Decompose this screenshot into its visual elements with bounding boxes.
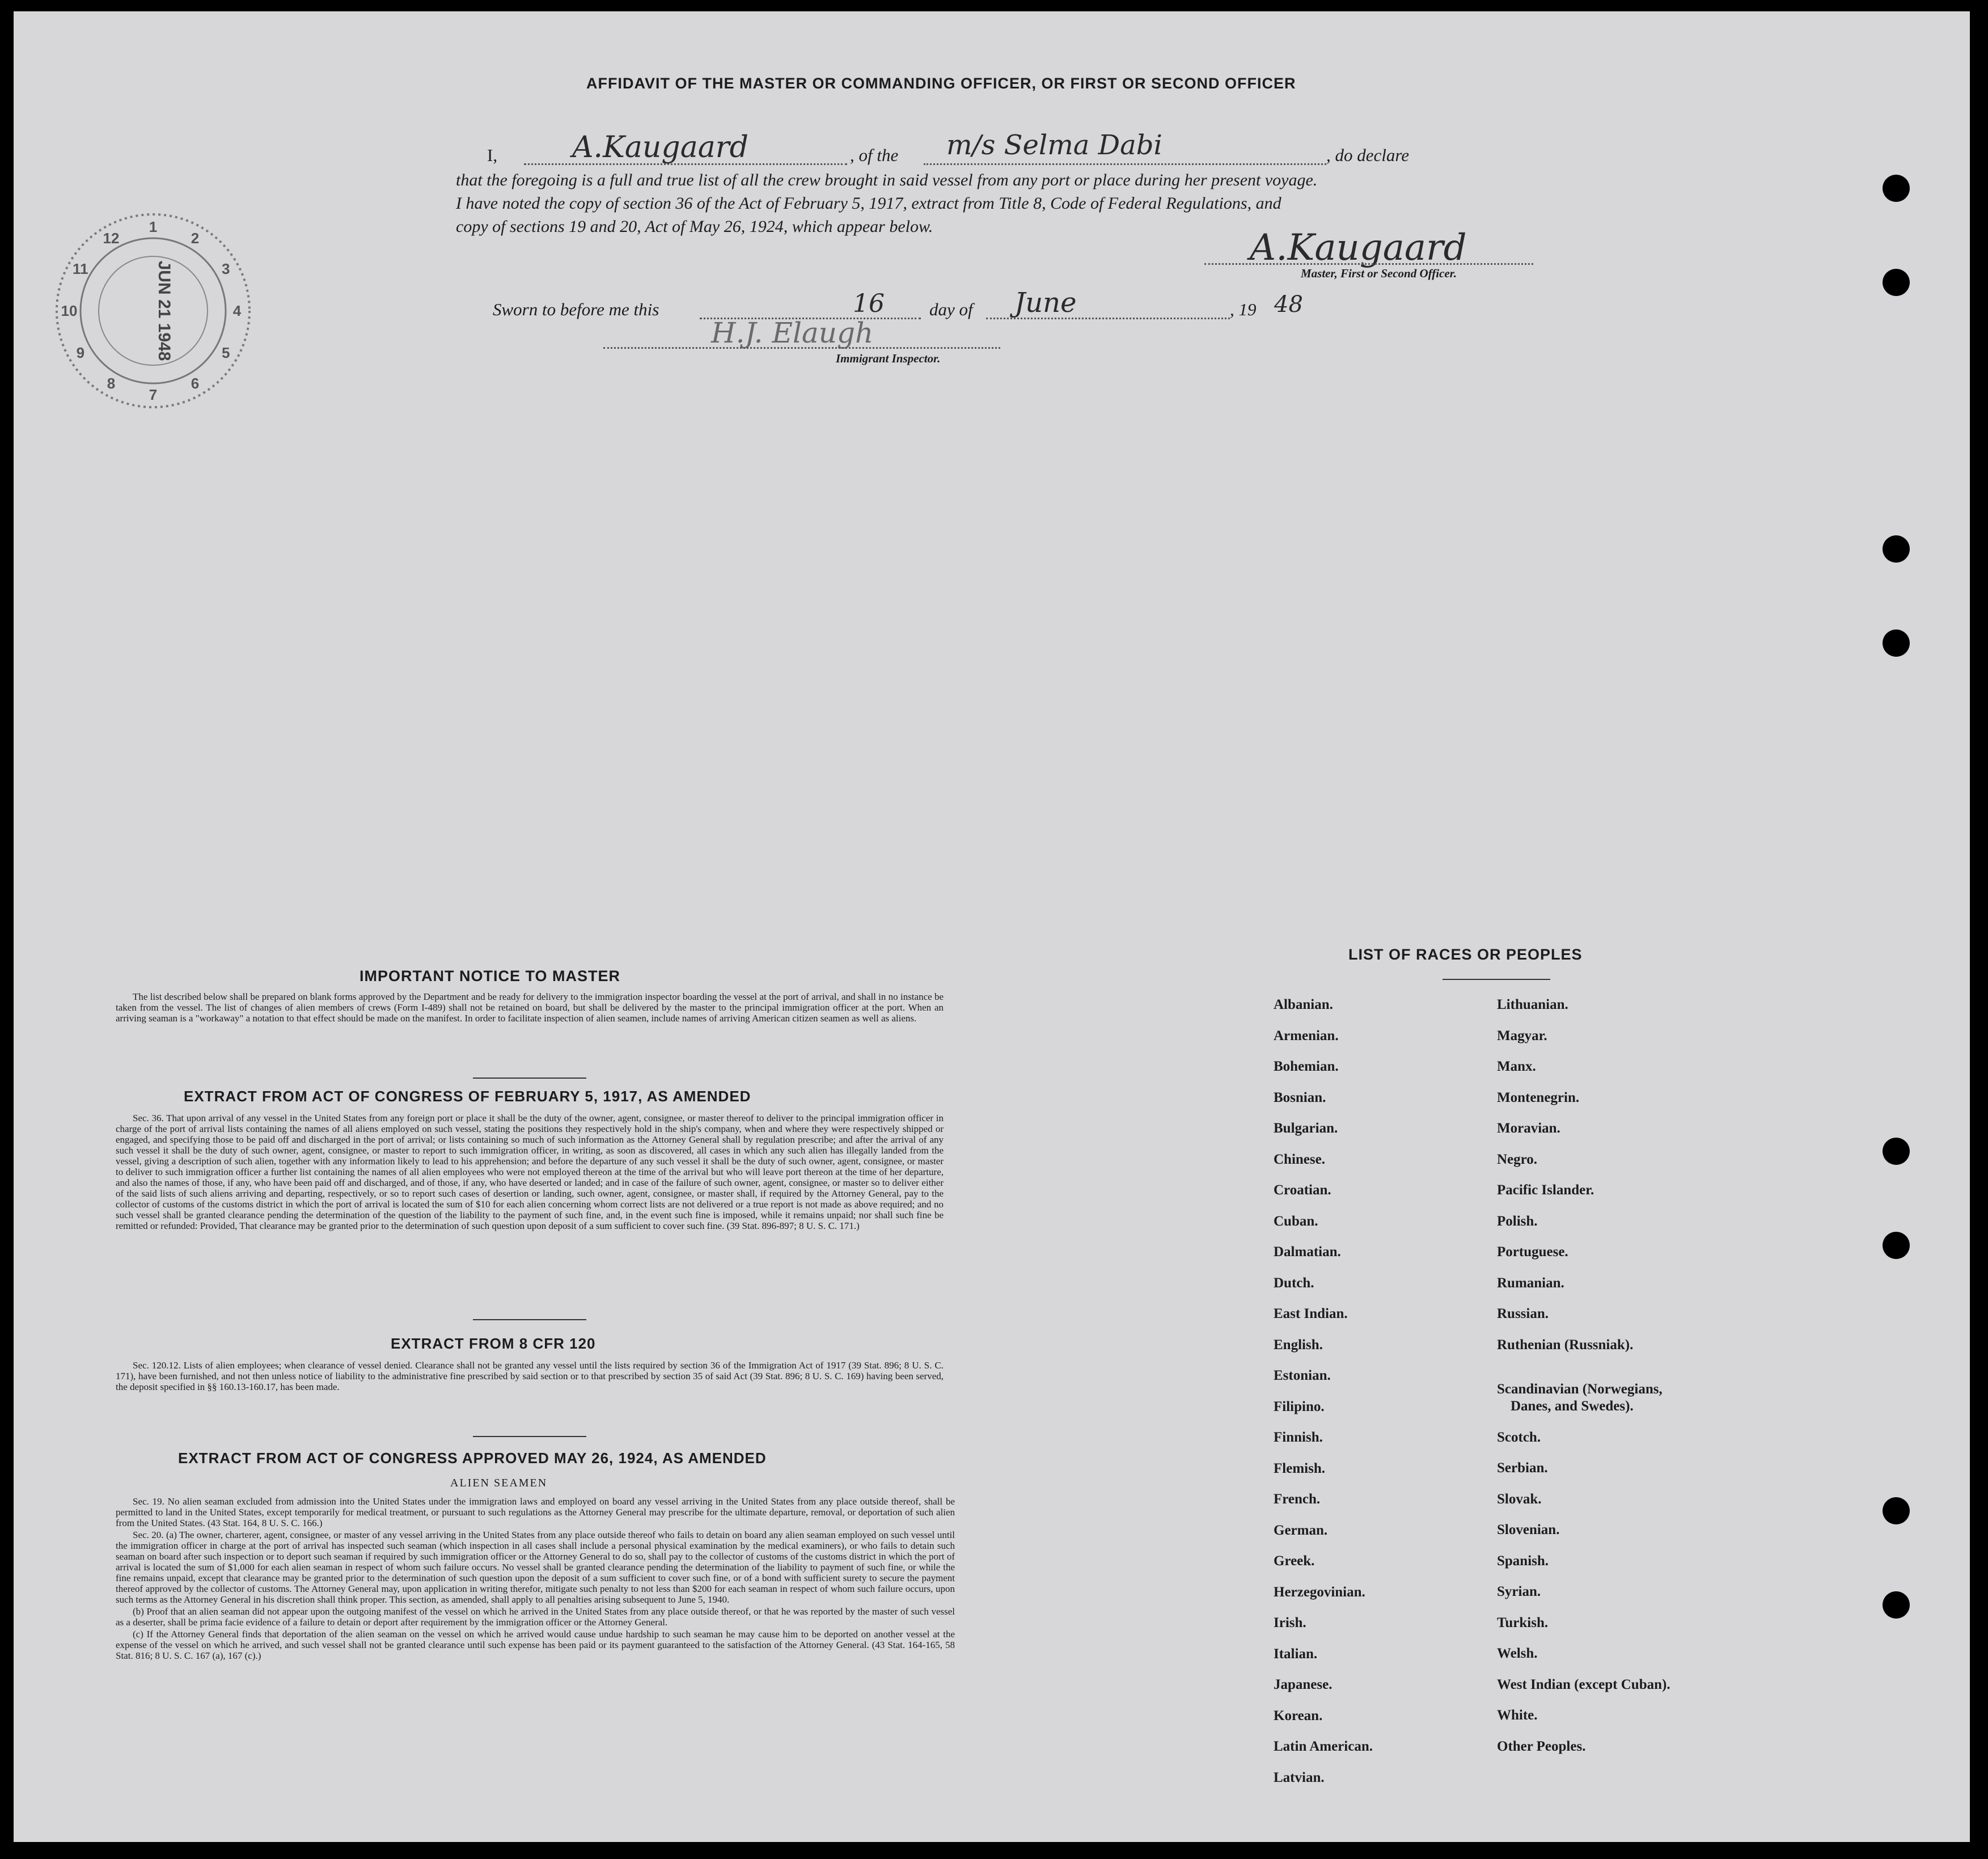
stamp-ring-number: 1 — [149, 218, 158, 235]
extract-1917-text: Sec. 36. That upon arrival of any vessel in the United States from any foreign port or place it shall be the duty of the owner, agent, consignee, or master thereof to deliver to the principal immigration officer in charge of the port of arrival lists containing the names of all aliens employed on such vessel, stating the positions they respectively hold in the ship's company, when and where they were respectively shipped or engaged, and specifying those to be paid off and discharged in the port of arrival; or lists containing so much of such information as the Attorney General shall by regulation prescribe; and after the arrival of any such vessel it shall be the duty of such owner, agent, consignee, or master to report to such immigration officer, in writing, as soon as discovered, all cases in which any such alien has illegally landed from the vessel, giving a description of such alien, together with any information likely to lead to his apprehension; and before the departure of any such vessel it shall be the duty of such owner, agent, consignee, or master to deliver to such immigration officer a further list containing the names of all alien employees who were not employed thereon at the time of the arrival but who will leave port thereon at the time of her departure, and also the names of those, if any, who have been paid off and discharged, and of those, if any, who have deserted or landed; and in case of the failure of such owner, agent, consignee, or master so to deliver either of the said lists of such aliens arriving and departing, respectively, or so to report such cases of desertion or landing, such owner, agent, consignee, or master shall, if required by the Attorney General, pay to the collector of customs of the customs district in which the port of arrival is located the sum of $10 for each alien concerning whom correct lists are not delivered or a true report is not made as above required; and no such vessel shall be granted clearance pending the determination of the question of the liability to the payment of such fine, and, in the event such fine is imposed, while it remains unpaid; nor shall such fine be remitted or refunded: Provided, That clearance may be granted prior to the determination of such question upon deposit of a sum sufficient to cover such fine. (39 Stat. 896-897; 8 U. S. C. 171.) — [116, 1113, 944, 1231]
extract-cfr-section — [116, 1360, 944, 1393]
race-item: Dutch. — [1274, 1275, 1314, 1291]
form-page — [14, 11, 1970, 1842]
divider — [473, 1078, 586, 1079]
race-item: Danes, and Swedes). — [1511, 1399, 1634, 1414]
race-item: Herzegovinian. — [1274, 1584, 1365, 1600]
inspector-caption: Immigrant Inspector. — [836, 352, 941, 365]
declaration-body-line-1: that the foregoing is a full and true list of all the crew brought in said vessel from any port or place during her present voyage. — [456, 171, 1318, 189]
year-prefix: , 19 — [1230, 299, 1257, 319]
extract-1924-sec20c: (c) If the Attorney General finds that deportation of the alien seaman on the vessel on which he arrived would cause undue hardship to such seaman he may cause him to be deported on another vessel at the expense of the vessel on which he arrived, and such vessel shall not be granted clearance until such expense has been paid or its payment guaranteed to the satisfaction of the Attorney General. (43 Stat. 164-165, 58 Stat. 816; 8 U. S. C. 167 (a), 167 (c).) — [116, 1629, 955, 1661]
signature-caption: Master, First or Second Officer. — [1301, 267, 1457, 280]
race-item: Negro. — [1497, 1151, 1538, 1167]
race-item: Chinese. — [1274, 1151, 1325, 1167]
extract-1924-sec19: Sec. 19. No alien seaman excluded from admission into the United States under the immigration laws and employed on board any vessel arriving in the United States from any place outside thereof, shall be permitted to land in the United States, except temporarily for medical treatment, or pursuant to such regulations as the Attorney General may prescribe for the ultimate departure, removal, or deportation of such alien from the United States. (43 Stat. 164, 8 U. S. C. 166.) — [116, 1496, 955, 1528]
race-item: Turkish. — [1497, 1615, 1549, 1630]
race-item: Dalmatian. — [1274, 1244, 1341, 1260]
race-item: Spanish. — [1497, 1553, 1549, 1569]
extract-1917-section — [116, 1113, 944, 1232]
extract-1924-title: EXTRACT FROM ACT OF CONGRESS APPROVED MAY 26, 1924, AS AMENDED — [178, 1450, 767, 1467]
stamp-ring-number: 3 — [221, 260, 230, 277]
stamp-ring-number: 6 — [191, 375, 200, 392]
race-item: Syrian. — [1497, 1584, 1541, 1599]
race-item: Serbian. — [1497, 1460, 1548, 1476]
stamp-date: JUN 21 1948 — [155, 260, 174, 361]
divider — [1443, 979, 1550, 980]
inspector-signature-line — [603, 345, 1000, 349]
vessel-name-handwriting: m/s Selma Dabi — [946, 129, 1162, 161]
notice-text: The list described below shall be prepared on blank forms approved by the Department and be ready for delivery to the immigration inspector boarding the vessel at the port of arrival, and shall in no instance be taken from the vessel. The list of changes of alien members of crews (Form I-489) shall not be retained on board, but shall be delivered by the master to the principal immigration officer at the port. When an arriving seaman is a "workaway" a notation to that effect should be made on the manifest. In order to facilitate inspection of alien seamen, include names of arriving American citizen seamen as well as aliens. — [116, 991, 944, 1024]
binder-hole — [1883, 269, 1910, 296]
races-title: LIST OF RACES OR PEOPLES — [1348, 946, 1583, 963]
stamp-ring-number: 2 — [191, 229, 200, 247]
race-item: Portuguese. — [1497, 1244, 1568, 1260]
race-item: Scandinavian (Norwegians, — [1497, 1381, 1663, 1397]
binder-hole — [1883, 175, 1910, 202]
binder-hole — [1883, 1138, 1910, 1165]
sworn-month-handwriting: June — [1014, 287, 1077, 319]
race-item: Italian. — [1274, 1646, 1318, 1662]
race-item: Latvian. — [1274, 1769, 1325, 1785]
divider — [473, 1436, 586, 1437]
stamp-ring-number: 8 — [107, 375, 116, 392]
races-column-1 — [1274, 997, 1373, 1801]
race-item: Bosnian. — [1274, 1089, 1326, 1105]
inspector-signature: H.J. Elaugh — [711, 316, 874, 349]
extract-cfr-title: EXTRACT FROM 8 CFR 120 — [391, 1335, 596, 1352]
declaration-line — [487, 129, 1536, 169]
divider — [473, 1319, 586, 1320]
binder-hole — [1883, 629, 1910, 657]
race-item: Pacific Islander. — [1497, 1182, 1594, 1198]
declaration-body-line-3: copy of sections 19 and 20, Act of May 26, 1924, which appear below. — [456, 217, 933, 236]
signature-line — [1204, 261, 1533, 265]
race-item: Irish. — [1274, 1615, 1306, 1630]
stamp-ring-number: 4 — [232, 302, 242, 319]
races-column-2 — [1497, 997, 1670, 1769]
race-item: Filipino. — [1274, 1399, 1325, 1414]
notice-title: IMPORTANT NOTICE TO MASTER — [359, 967, 620, 985]
inspection-stamp — [51, 209, 255, 413]
extract-1924-sec20b: (b) Proof that an alien seaman did not appear upon the outgoing manifest of the vessel on which he arrived in the United States from any place outside thereof, or that he was reported by the master of such vessel as a deserter, shall be prima facie evidence of a failure to detain or deport after requirement by the immigration officer or the Attorney General. — [116, 1606, 955, 1628]
master-signature: A.Kaugaard — [1250, 227, 1467, 269]
race-item: English. — [1274, 1337, 1323, 1353]
sworn-day-handwriting: 16 — [853, 289, 885, 318]
race-item: Bulgarian. — [1274, 1121, 1338, 1136]
race-item: Ruthenian (Russniak). — [1497, 1337, 1634, 1353]
race-item: Finnish. — [1274, 1430, 1323, 1445]
sworn-label: Sworn to before me this — [493, 299, 659, 319]
do-declare-label: , do declare — [1326, 145, 1410, 165]
extract-1924-section — [116, 1496, 955, 1662]
race-item: Manx. — [1497, 1059, 1536, 1074]
declaration-body-line-2: I have noted the copy of section 36 of the Act of February 5, 1917, extract from Title 8, Code of Federal Regulations, and — [456, 194, 1281, 213]
race-item: Montenegrin. — [1497, 1089, 1580, 1105]
stamp-ring-number: 5 — [221, 344, 230, 361]
race-item: Slovenian. — [1497, 1522, 1560, 1537]
race-item: Magyar. — [1497, 1028, 1547, 1043]
race-item: Greek. — [1274, 1553, 1315, 1569]
sworn-line — [493, 289, 1332, 329]
race-item: White. — [1497, 1708, 1538, 1723]
race-item: Lithuanian. — [1497, 997, 1568, 1012]
race-item: Albanian. — [1274, 997, 1333, 1012]
extract-1924-subtitle: ALIEN SEAMEN — [450, 1477, 548, 1489]
race-item: Latin American. — [1274, 1739, 1373, 1754]
extract-cfr-text: Sec. 120.12. Lists of alien employees; when clearance of vessel denied. Clearance shall not be granted any vessel until the lists required by section 36 of the Immigration Act of 1917 (39 Stat. 896; 8 U. S. C. 171), have been furnished, and not then unless notice of liability to the administrative fine prescribed by said section or to that prescribed by section 35 of said Act (39 Stat. 896; 8 U. S. C. 169) having been served, the deposit specified in §§ 160.13-160.17, has been made. — [116, 1360, 944, 1392]
master-name-handwriting: A.Kaugaard — [572, 130, 748, 164]
extract-1924-sec20a: Sec. 20. (a) The owner, charterer, agent, consignee, or master of any vessel arriving in the United States from any place outside thereof who fails to detain on board any alien seaman employed on such vessel until the immigration officer in charge at the port of arrival has inspected such seaman (which inspection in all cases shall include a personal physical examination by the medical examiners), or who fails to detain such seaman on board after such inspection or to deport such seaman if required by such immigration officer or the Attorney General to do so, shall pay to the collector of customs of the customs district in which the port of arrival is located the sum of $1,000 for each alien seaman in respect of whom such failure occurs. No vessel shall be granted clearance pending the determination of the liability to payment of such fine, or while the fine remains unpaid, except that clearance may be granted prior to the determination of such question upon the deposit of a sum sufficient to cover such fine, or of a bond with sufficient surety to secure the payment thereof approved by the collector of customs. The Attorney General may, upon application in writing therefor, mitigate such penalty to not less than $200 for each seaman in respect of whom such failure occurs, upon such terms as the Attorney General in his discretion shall think proper. This section, as amended, shall apply to all penalties arising subsequent to June 5, 1940. — [116, 1530, 955, 1605]
race-item: Rumanian. — [1497, 1275, 1564, 1291]
race-item: Russian. — [1497, 1306, 1549, 1321]
race-item: French. — [1274, 1492, 1321, 1507]
binder-hole — [1883, 535, 1910, 563]
race-item: Japanese. — [1274, 1677, 1333, 1692]
binder-hole — [1883, 1591, 1910, 1619]
extract-1917-title: EXTRACT FROM ACT OF CONGRESS OF FEBRUARY 5, 1917, AS AMENDED — [184, 1088, 751, 1105]
race-item: Welsh. — [1497, 1646, 1538, 1661]
stamp-ring-number: 10 — [61, 302, 78, 319]
race-item: West Indian (except Cuban). — [1497, 1676, 1670, 1692]
race-item: German. — [1274, 1522, 1328, 1538]
binder-hole — [1883, 1232, 1910, 1259]
race-item: Slovak. — [1497, 1491, 1542, 1507]
year-handwriting: 48 — [1274, 291, 1303, 318]
stamp-ring-number: 12 — [103, 229, 120, 247]
race-item: Armenian. — [1274, 1028, 1339, 1043]
stamp-ring-number: 9 — [76, 344, 85, 361]
day-of-label: day of — [929, 299, 973, 319]
of-the-label: , of the — [850, 145, 899, 165]
race-item: Polish. — [1497, 1213, 1538, 1229]
race-item: Other Peoples. — [1497, 1738, 1586, 1754]
stamp-ring-number: 7 — [149, 386, 158, 403]
i-label: I, — [487, 145, 498, 165]
binder-hole — [1883, 1497, 1910, 1524]
affidavit-title: AFFIDAVIT OF THE MASTER OR COMMANDING OFFICER, OR FIRST OR SECOND OFFICER — [586, 75, 1296, 92]
race-item: Croatian. — [1274, 1182, 1331, 1198]
race-item: Scotch. — [1497, 1429, 1541, 1445]
race-item: Cuban. — [1274, 1213, 1318, 1229]
race-item: Flemish. — [1274, 1460, 1325, 1476]
race-item: Korean. — [1274, 1708, 1323, 1723]
race-item: Moravian. — [1497, 1121, 1560, 1136]
race-item: East Indian. — [1274, 1306, 1348, 1321]
notice-section — [116, 991, 944, 1025]
race-item: Bohemian. — [1274, 1059, 1339, 1074]
stamp-ring-number: 11 — [73, 260, 88, 277]
race-item: Estonian. — [1274, 1368, 1331, 1383]
